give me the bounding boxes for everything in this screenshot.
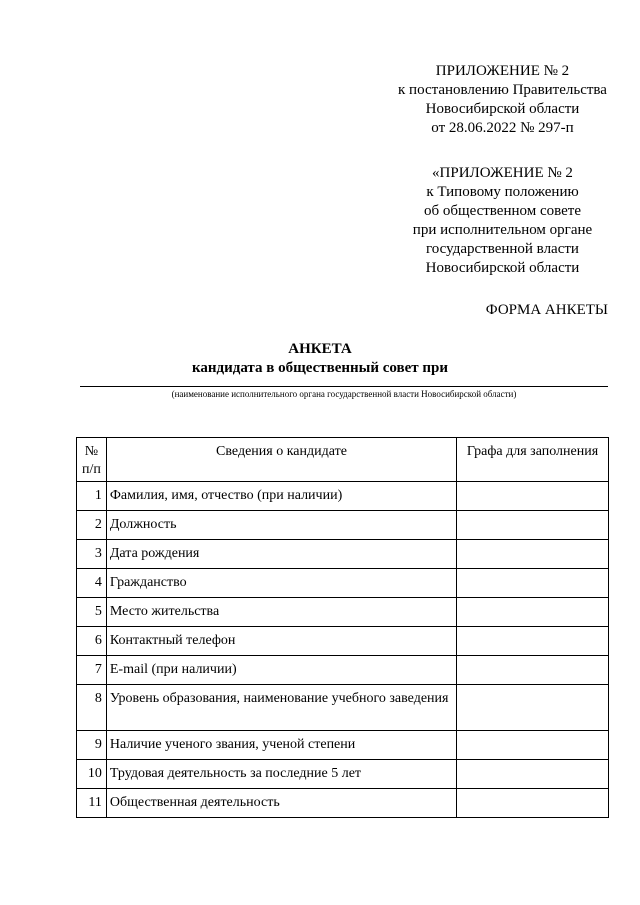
form-label: ФОРМА АНКЕТЫ: [485, 302, 608, 318]
appendix-main-line: к постановлению Правительства: [398, 82, 607, 98]
table-row: [77, 482, 609, 511]
table-row: [77, 760, 609, 789]
appendix-main-line: от 28.06.2022 № 297-п: [431, 120, 574, 136]
table-row: [77, 511, 609, 540]
row-fill-cell[interactable]: [457, 569, 609, 598]
table-row: [77, 789, 609, 818]
appendix-sub-line: при исполнительном органе: [412, 222, 593, 238]
row-info: Уровень образования, наименование учебного заведения: [106, 685, 456, 731]
row-fill-cell[interactable]: [457, 627, 609, 656]
row-num: 11: [77, 789, 107, 818]
row-info: Общественная деятельность: [106, 789, 456, 818]
table-row: [77, 569, 609, 598]
title-line-2: кандидата в общественный совет при: [191, 360, 449, 376]
row-fill-cell[interactable]: [457, 685, 609, 731]
row-fill-cell[interactable]: [457, 540, 609, 569]
appendix-sub-line: Новосибирской области: [425, 260, 580, 276]
table-row: [77, 598, 609, 627]
row-info: Наличие ученого звания, ученой степени: [106, 731, 456, 760]
row-num: 4: [77, 569, 107, 598]
row-fill-cell[interactable]: [457, 656, 609, 685]
document-title: [0, 340, 640, 378]
table-header-row: [77, 438, 609, 482]
title-line-1: АНКЕТА: [288, 341, 352, 357]
row-fill-cell[interactable]: [457, 789, 609, 818]
row-info: Должность: [106, 511, 456, 540]
appendix-sub-line: государственной власти: [426, 241, 579, 257]
row-info: Фамилия, имя, отчество (при наличии): [106, 482, 456, 511]
row-num: 8: [77, 685, 107, 731]
fill-in-line: [80, 386, 608, 387]
appendix-sub-line: об общественном совете: [424, 203, 581, 219]
row-num: 3: [77, 540, 107, 569]
row-info: Контактный телефон: [106, 627, 456, 656]
table-row: [77, 540, 609, 569]
row-fill-cell[interactable]: [457, 511, 609, 540]
row-num: 5: [77, 598, 107, 627]
row-fill-cell[interactable]: [457, 598, 609, 627]
row-num: 1: [77, 482, 107, 511]
row-info: Гражданство: [106, 569, 456, 598]
header-num: № п/п: [77, 438, 107, 482]
row-fill-cell[interactable]: [457, 482, 609, 511]
candidate-form-table: [76, 437, 609, 818]
row-info: Место жительства: [106, 598, 456, 627]
row-fill-cell[interactable]: [457, 760, 609, 789]
row-num: 6: [77, 627, 107, 656]
row-info: Трудовая деятельность за последние 5 лет: [106, 760, 456, 789]
row-info: E-mail (при наличии): [106, 656, 456, 685]
header-fill: Графа для заполнения: [457, 438, 609, 482]
row-num: 7: [77, 656, 107, 685]
appendix-sub-line: «ПРИЛОЖЕНИЕ № 2: [432, 165, 573, 181]
table-row: [77, 685, 609, 731]
appendix-sub-line: к Типовому положению: [426, 184, 579, 200]
appendix-sub-header: [385, 164, 620, 278]
table-row: [77, 731, 609, 760]
table-row: [77, 656, 609, 685]
table-row: [77, 627, 609, 656]
row-num: 9: [77, 731, 107, 760]
row-num: 10: [77, 760, 107, 789]
row-fill-cell[interactable]: [457, 731, 609, 760]
fill-in-line-caption: (наименование исполнительного органа государственной власти Новосибирской области): [171, 389, 517, 399]
appendix-main-header: [385, 62, 620, 138]
appendix-main-line: Новосибирской области: [425, 101, 580, 117]
row-num: 2: [77, 511, 107, 540]
header-info: Сведения о кандидате: [106, 438, 456, 482]
appendix-main-line: ПРИЛОЖЕНИЕ № 2: [435, 63, 570, 79]
row-info: Дата рождения: [106, 540, 456, 569]
